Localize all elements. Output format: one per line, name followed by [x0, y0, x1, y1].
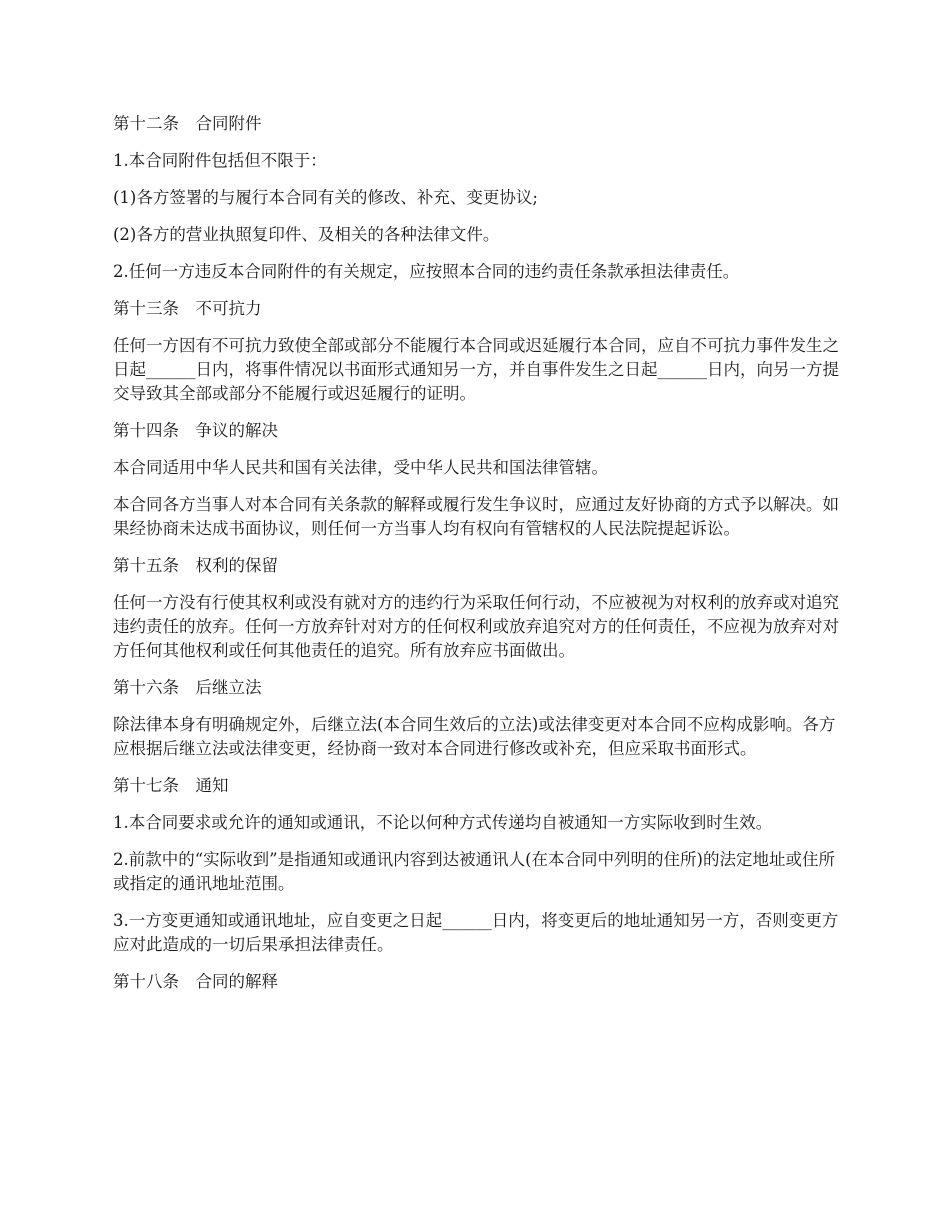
article-14-para-2: 本合同各方当事人对本合同有关条款的解释或履行发生争议时，应通过友好协商的方式予以解决。如果经协商未达成书面协议，则任何一方当事人均有权向有管辖权的人民法院提起诉讼。 [113, 495, 839, 538]
article-13-heading: 第十三条 不可抗力 [113, 299, 262, 318]
article-12-clause-1: 1.本合同附件包括但不限于： [113, 151, 327, 170]
article-17-clause-1: 1.本合同要求或允许的通知或通讯，不论以何种方式传递均自被通知一方实际收到时生效。 [113, 813, 773, 832]
article-16-heading: 第十六条 后继立法 [113, 678, 262, 697]
article-15-heading: 第十五条 权利的保留 [113, 556, 278, 575]
article-17-clause-3: 3.一方变更通知或通讯地址，应自变更之日起______日内，将变更后的地址通知另一方，否则变更方应对此造成的一切后果承担法律责任。 [113, 911, 839, 954]
article-18-heading: 第十八条 合同的解释 [113, 972, 278, 991]
article-15-body: 任何一方没有行使其权利或没有就对方的违约行为采取任何行动，不应被视为对权利的放弃或对追究违约责任的放弃。任何一方放弃针对对方的任何权利或放弃追究对方的任何责任，不应视为放弃对对方任何其他权利或任何其他责任的追究。所有放弃应书面做出。 [113, 593, 839, 660]
article-12-item-2: (2)各方的营业执照复印件、及相关的各种法律文件。 [113, 225, 500, 244]
article-14-heading: 第十四条 争议的解决 [113, 421, 278, 440]
article-13-body: 任何一方因有不可抗力致使全部或部分不能履行本合同或迟延履行本合同，应自不可抗力事件发生之日起______日内，将事件情况以书面形式通知另一方，并自事件发生之日起______日内，向另一方提交导致其全部或部分不能履行或迟延履行的证明。 [113, 336, 839, 403]
document-body [113, 112, 848, 1007]
article-16-body: 除法律本身有明确规定外，后继立法(本合同生效后的立法)或法律变更对本合同不应构成影响。各方应根据后继立法或法律变更，经协商一致对本合同进行修改或补充，但应采取书面形式。 [113, 715, 836, 758]
article-17-clause-2: 2.前款中的“实际收到”是指通知或通讯内容到达被通讯人(在本合同中列明的住所)的法定地址或住所或指定的通讯地址范围。 [113, 850, 835, 893]
article-17-heading: 第十七条 通知 [113, 776, 229, 795]
article-14-para-1: 本合同适用中华人民共和国有关法律，受中华人民共和国法律管辖。 [113, 458, 608, 477]
article-12-heading: 第十二条 合同附件 [113, 114, 262, 133]
article-12-item-1: (1)各方签署的与履行本合同有关的修改、补充、变更协议; [113, 188, 538, 207]
article-12-clause-2: 2.任何一方违反本合同附件的有关规定，应按照本合同的违约责任条款承担法律责任。 [113, 262, 740, 281]
